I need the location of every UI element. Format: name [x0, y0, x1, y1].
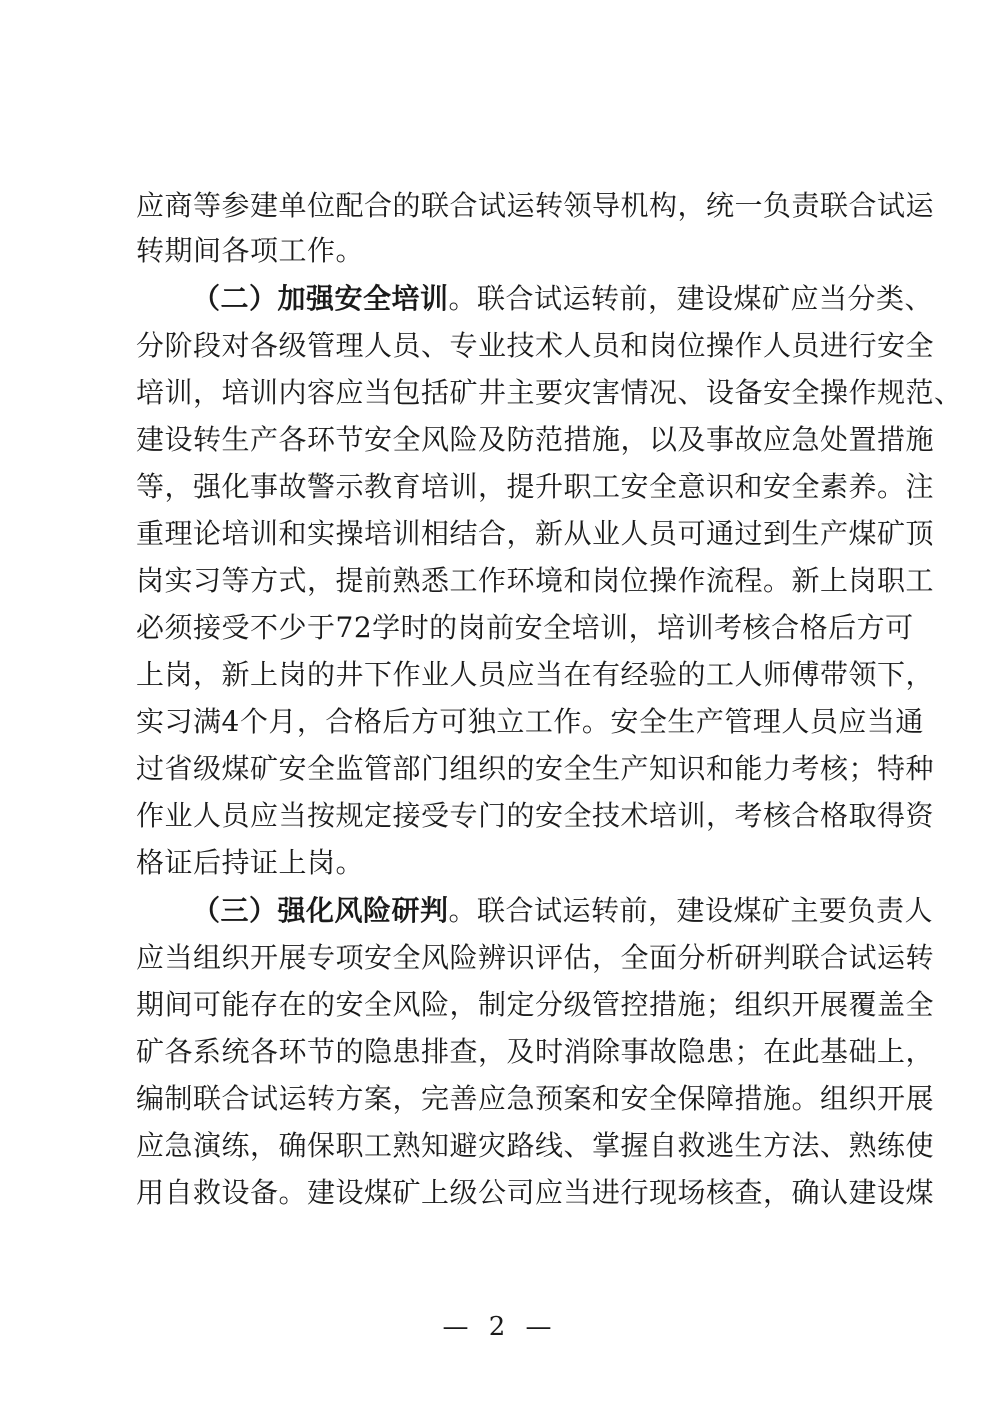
page-number: — 2 — [442, 1312, 558, 1342]
body-text-line: 必须接受不少于72学时的岗前安全培训，培训考核合格后方可 [136, 611, 914, 644]
body-text-line: 转期间各项工作。 [136, 234, 365, 267]
body-text-line: 等，强化事故警示教育培训，提升职工安全意识和安全素养。注 [136, 470, 935, 503]
body-text-line: 重理论培训和实操培训相结合，新从业人员可通过到生产煤矿顶 [136, 517, 935, 550]
section-3-first-line [192, 893, 934, 929]
body-text-line: 分阶段对各级管理人员、专业技术人员和岗位操作人员进行安全 [136, 329, 935, 362]
section-3-text: 。联合试运转前，建设煤矿主要负责人 [448, 894, 934, 927]
body-text-line: 过省级煤矿安全监管部门组织的安全生产知识和能力考核；特种 [136, 752, 935, 785]
body-text-line: 格证后持证上岗。 [136, 846, 365, 879]
body-text-line: 岗实习等方式，提前熟悉工作环境和岗位操作流程。新上岗职工 [136, 564, 935, 597]
section-2-first-line [192, 281, 934, 317]
section-2-heading: （二）加强安全培训 [192, 282, 449, 315]
body-text-line: 上岗，新上岗的井下作业人员应当在有经验的工人师傅带领下， [136, 658, 935, 691]
body-text-line: 作业人员应当按规定接受专门的安全技术培训，考核合格取得资 [136, 799, 935, 832]
body-text-line: 培训，培训内容应当包括矿井主要灾害情况、设备安全操作规范、 [136, 376, 963, 409]
body-text-line: 编制联合试运转方案，完善应急预案和安全保障措施。组织开展 [136, 1082, 935, 1115]
body-text-line: 用自救设备。建设煤矿上级公司应当进行现场核查，确认建设煤 [136, 1176, 935, 1209]
section-2-text: 。联合试运转前，建设煤矿应当分类、 [448, 282, 934, 315]
body-text-line: 应当组织开展专项安全风险辨识评估，全面分析研判联合试运转 [136, 941, 935, 974]
body-text-line: 建设转生产各环节安全风险及防范措施，以及事故应急处置措施 [136, 423, 935, 456]
body-text-line: 应商等参建单位配合的联合试运转领导机构，统一负责联合试运 [136, 189, 935, 222]
body-text-line: 矿各系统各环节的隐患排查，及时消除事故隐患；在此基础上， [136, 1035, 935, 1068]
body-text-line: 实习满4个月，合格后方可独立工作。安全生产管理人员应当通 [136, 705, 924, 738]
body-text-line: 期间可能存在的安全风险，制定分级管控措施；组织开展覆盖全 [136, 988, 935, 1021]
body-text-line: 应急演练，确保职工熟知避灾路线、掌握自救逃生方法、熟练使 [136, 1129, 935, 1162]
section-3-heading: （三）强化风险研判 [192, 894, 449, 927]
